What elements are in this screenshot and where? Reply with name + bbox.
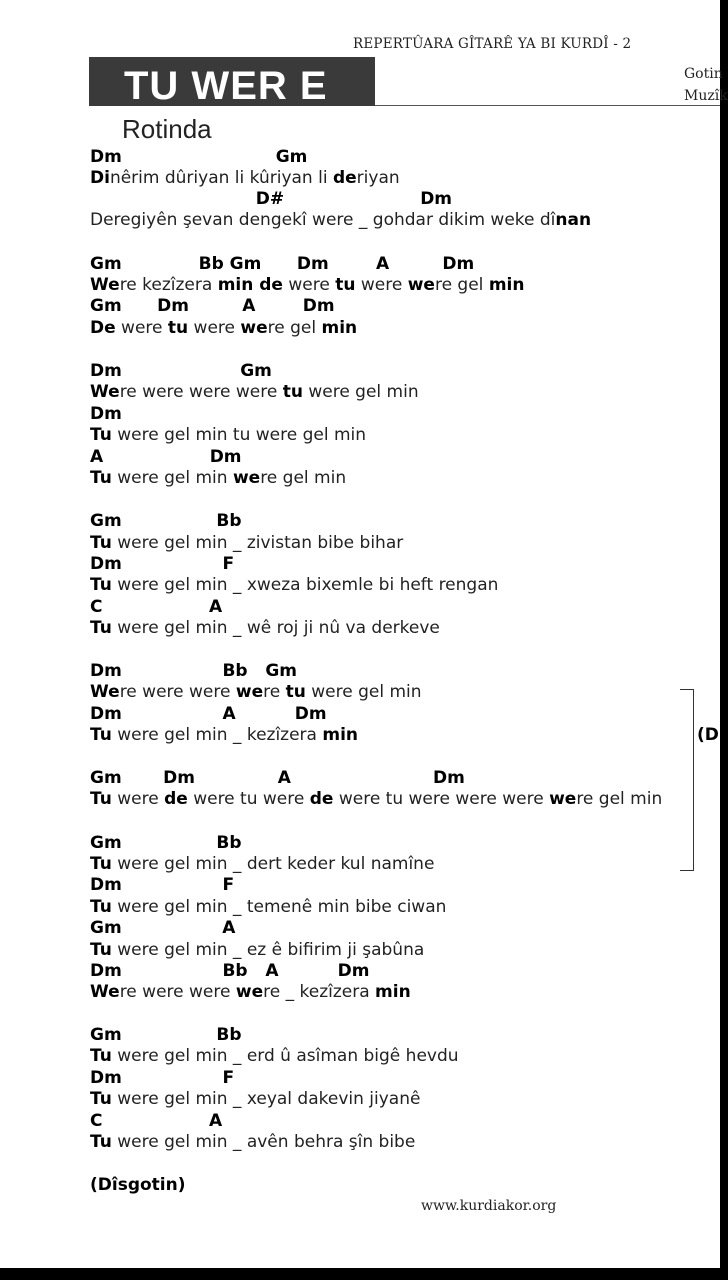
chord-line: Dm F <box>90 554 235 574</box>
chord-line: Gm Bb <box>90 1025 242 1045</box>
lyric-line <box>90 275 524 295</box>
lyric-text: were <box>115 318 168 338</box>
lyric-stressed-syllable: we <box>240 318 268 338</box>
header-rule <box>375 105 720 106</box>
lyric-text: were gel min _ erd û asîman bigê hevdu <box>111 1046 459 1066</box>
lyric-stressed-syllable: We <box>90 382 120 402</box>
lyric-stressed-syllable: tu <box>167 318 189 338</box>
lyric-stressed-syllable: we <box>235 682 264 702</box>
lyric-line <box>90 1089 420 1109</box>
lyric-line <box>90 425 366 445</box>
artist-name: Rotinda <box>122 114 212 144</box>
lyric-line <box>90 725 358 745</box>
lyric-text: were gel min _ dert keder kul namîne <box>111 854 435 874</box>
lyric-line <box>90 468 346 488</box>
lyric-text: were gel min _ zivistan bibe bihar <box>111 533 404 553</box>
chord-line: Dm <box>90 404 122 424</box>
lyric-text: Deregiyên şevan dengekî were _ gohdar dikim weke dî <box>90 210 556 230</box>
lyric-text: were <box>282 275 336 295</box>
lyric-line <box>90 168 400 188</box>
lyric-line <box>90 897 446 917</box>
chord-line: D# Dm <box>90 189 453 209</box>
chord-line: Gm Dm A Dm <box>90 296 335 316</box>
footer-website: www.kurdiakor.org <box>421 1198 557 1214</box>
lyric-stressed-syllable: we <box>549 789 577 809</box>
lyric-stressed-syllable: We <box>90 982 120 1002</box>
lyric-line <box>90 982 411 1002</box>
chord-line: Gm Bb <box>90 511 242 531</box>
lyric-stressed-syllable: min <box>488 275 525 295</box>
lyric-text: re were were <box>119 982 236 1002</box>
music-credit-label: Muzîk <box>684 88 728 104</box>
lyric-text: were gel min _ wê roj ji nû va derkeve <box>111 618 440 638</box>
chorus-bracket <box>680 689 694 871</box>
lyric-line <box>90 575 498 595</box>
lyric-stressed-syllable: Di <box>90 168 110 188</box>
lyric-line <box>90 318 357 338</box>
lyric-stressed-syllable: de <box>332 168 357 188</box>
lyric-text: were gel min <box>305 682 422 702</box>
lyric-line <box>90 940 424 960</box>
chord-line: Gm Dm A Dm <box>90 768 465 788</box>
lyric-stressed-syllable: Tu <box>90 789 112 809</box>
lyric-line <box>90 789 662 809</box>
lyric-line <box>90 210 591 230</box>
lyric-text: were gel min <box>302 382 419 402</box>
lyric-stressed-syllable: Tu <box>90 1046 112 1066</box>
chord-line: Dm Bb Gm <box>90 661 297 681</box>
lyric-text: were <box>111 789 165 809</box>
lyric-text: were gel min _ xweza bixemle bi heft rengan <box>111 575 499 595</box>
chord-line: A Dm <box>90 447 242 467</box>
chorus-marker: (D <box>697 725 719 745</box>
lyric-text: re <box>263 682 286 702</box>
lyric-text: were gel min _ xeyal dakevin jiyanê <box>111 1089 421 1109</box>
lyric-stressed-syllable: min <box>322 725 359 745</box>
chord-line: Dm Bb A Dm <box>90 961 370 981</box>
lyric-line <box>90 382 419 402</box>
lyric-line <box>90 854 434 874</box>
lyric-stressed-syllable: min <box>375 982 411 1002</box>
chord-line: C A <box>90 597 223 617</box>
lyric-stressed-syllable: Tu <box>90 725 112 745</box>
lyric-stressed-syllable: we <box>232 468 261 488</box>
lyric-text: were tu were <box>187 789 310 809</box>
lyric-text: were tu were were were <box>333 789 550 809</box>
chord-line: Dm Gm <box>90 361 272 381</box>
lyric-stressed-syllable: Tu <box>90 575 112 595</box>
lyric-stressed-syllable: Tu <box>90 618 112 638</box>
lyric-stressed-syllable: tu <box>285 682 306 702</box>
lyric-text: re gel <box>434 275 489 295</box>
lyric-stressed-syllable: Tu <box>90 1132 112 1152</box>
chord-line: (Dîsgotin) <box>90 1175 186 1195</box>
song-title: TU WER E <box>124 64 328 108</box>
lyric-text: were <box>355 275 408 295</box>
lyric-line <box>90 1046 459 1066</box>
lyric-text: nêrim dûriyan li kûriyan li <box>109 168 333 188</box>
lyric-stressed-syllable: Tu <box>90 533 112 553</box>
lyric-text: re gel <box>267 318 322 338</box>
lyrics-credit-label: Gotin <box>684 66 723 82</box>
chord-line: Dm F <box>90 1068 235 1088</box>
lyric-text: re kezîzera <box>119 275 218 295</box>
lyric-text: were gel min tu were gel min <box>111 425 367 445</box>
lyric-stressed-syllable: De <box>90 318 116 338</box>
lyric-stressed-syllable: we <box>407 275 435 295</box>
lyric-text: were <box>188 318 241 338</box>
chord-line: C A <box>90 1111 223 1131</box>
lyric-line <box>90 618 440 638</box>
lyric-stressed-syllable: We <box>90 682 120 702</box>
chord-line: Gm Bb Gm Dm A Dm <box>90 254 475 274</box>
lyric-text: were gel min <box>111 468 233 488</box>
lyric-stressed-syllable: min de <box>217 275 283 295</box>
chord-line: Dm Gm <box>90 147 308 167</box>
lyric-stressed-syllable: Tu <box>90 1089 112 1109</box>
chord-line: Dm A Dm <box>90 704 327 724</box>
lyric-text: re were were were <box>119 382 283 402</box>
lyric-stressed-syllable: We <box>90 275 120 295</box>
lyric-text: were gel min _ temenê min bibe ciwan <box>111 897 447 917</box>
lyric-stressed-syllable: nan <box>555 210 592 230</box>
chord-line: Gm A <box>90 918 236 938</box>
chord-line: Dm F <box>90 875 235 895</box>
lyric-text: were gel min _ avên behra şîn bibe <box>111 1132 416 1152</box>
lyric-line <box>90 682 422 702</box>
lyric-stressed-syllable: Tu <box>90 468 112 488</box>
lyric-text: re gel min <box>576 789 663 809</box>
lyric-stressed-syllable: Tu <box>90 425 112 445</box>
lyric-text: re gel min <box>260 468 347 488</box>
lyric-stressed-syllable: Tu <box>90 940 112 960</box>
lyric-stressed-syllable: tu <box>282 382 303 402</box>
lyric-text: riyan <box>356 168 400 188</box>
lyric-stressed-syllable: we <box>235 982 264 1002</box>
lyric-stressed-syllable: de <box>309 789 334 809</box>
chord-line: Gm Bb <box>90 833 242 853</box>
lyric-stressed-syllable: Tu <box>90 854 112 874</box>
lyric-stressed-syllable: Tu <box>90 897 112 917</box>
lyric-line <box>90 533 403 553</box>
lyric-line <box>90 1132 415 1152</box>
lyric-text: re were were <box>119 682 236 702</box>
lyric-stressed-syllable: tu <box>335 275 356 295</box>
lyric-text: re _ kezîzera <box>263 982 376 1002</box>
lyric-text: were gel min _ ez ê bifirim ji şabûna <box>111 940 425 960</box>
songbook-series-header: REPERTÛARA GÎTARÊ YA BI KURDÎ - 2 <box>353 36 632 52</box>
lyric-text: were gel min _ kezîzera <box>111 725 323 745</box>
lyric-stressed-syllable: de <box>164 789 188 809</box>
lyric-stressed-syllable: min <box>321 318 358 338</box>
